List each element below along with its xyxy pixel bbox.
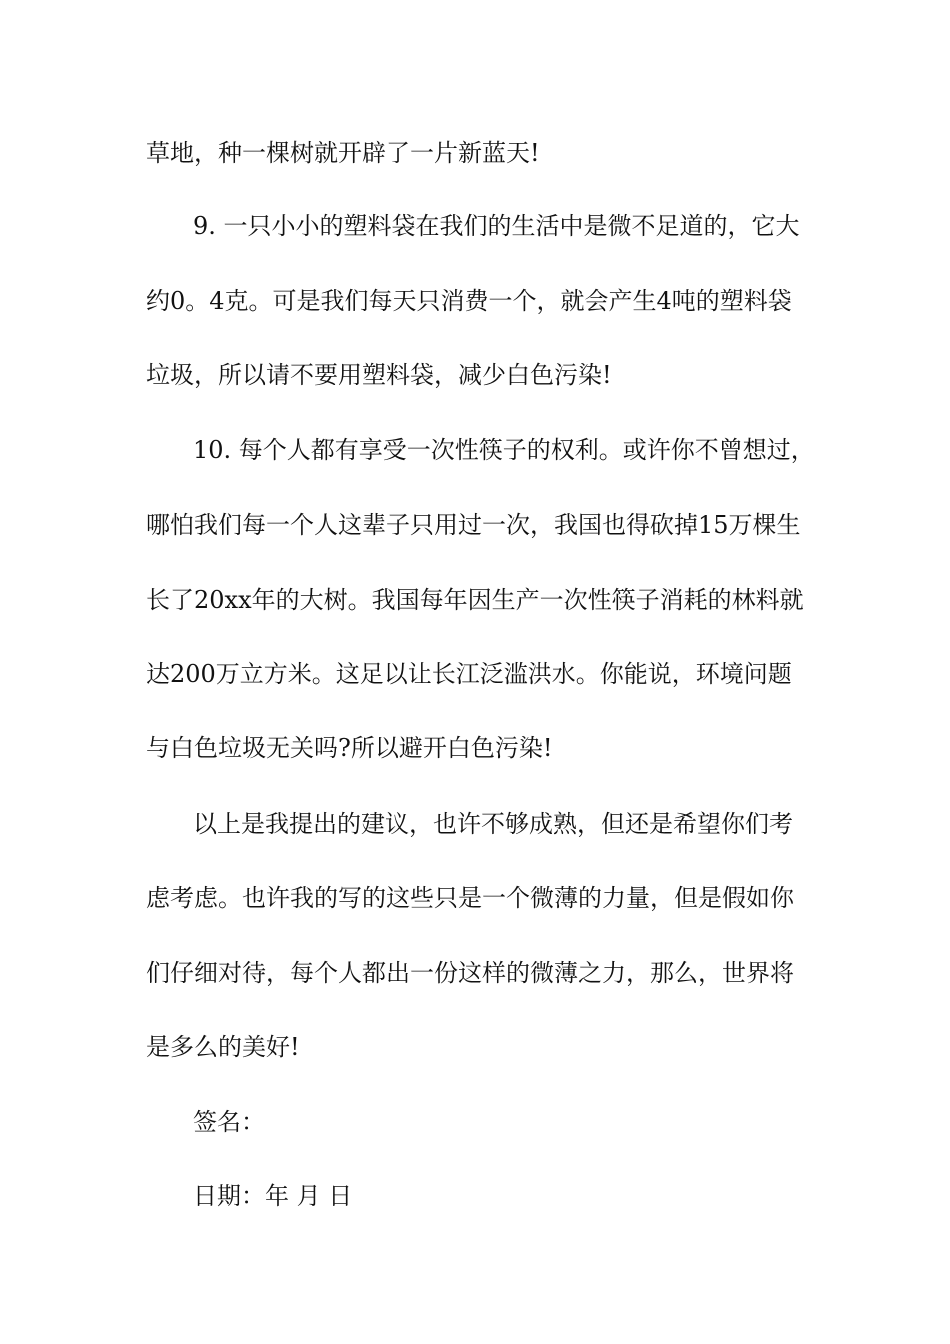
text-line: 约0。4克。可是我们每天只消费一个，就会产生4吨的塑料袋 bbox=[146, 287, 792, 315]
closing-paragraph-line: 以上是我提出的建议，也许不够成熟，但还是希望你们考 bbox=[193, 810, 793, 838]
text-line: 们仔细对待，每个人都出一份这样的微薄之力，那么，世界将 bbox=[146, 959, 794, 987]
paragraph-10-line: 10. 每个人都有享受一次性筷子的权利。或许你不曾想过， bbox=[193, 436, 815, 464]
paragraph-9-line: 9. 一只小小的塑料袋在我们的生活中是微不足道的，它大 bbox=[193, 212, 800, 240]
text-line: 哪怕我们每一个人这辈子只用过一次，我国也得砍掉15万棵生 bbox=[146, 511, 801, 539]
text-line: 虑考虑。也许我的写的这些只是一个微薄的力量，但是假如你 bbox=[146, 884, 794, 912]
text-line: 草地，种一棵树就开辟了一片新蓝天! bbox=[146, 139, 540, 167]
date-label: 日期：年 月 日 bbox=[193, 1182, 353, 1210]
text-line: 长了20xx年的大树。我国每年因生产一次性筷子消耗的林料就 bbox=[146, 586, 804, 614]
text-line: 达200万立方米。这足以让长江泛滥洪水。你能说，环境问题 bbox=[146, 660, 792, 688]
text-line: 是多么的美好! bbox=[146, 1033, 300, 1061]
text-line: 垃圾，所以请不要用塑料袋，减少白色污染! bbox=[146, 361, 612, 389]
signature-label: 签名： bbox=[193, 1108, 265, 1136]
text-line: 与白色垃圾无关吗?所以避开白色污染! bbox=[146, 734, 553, 762]
